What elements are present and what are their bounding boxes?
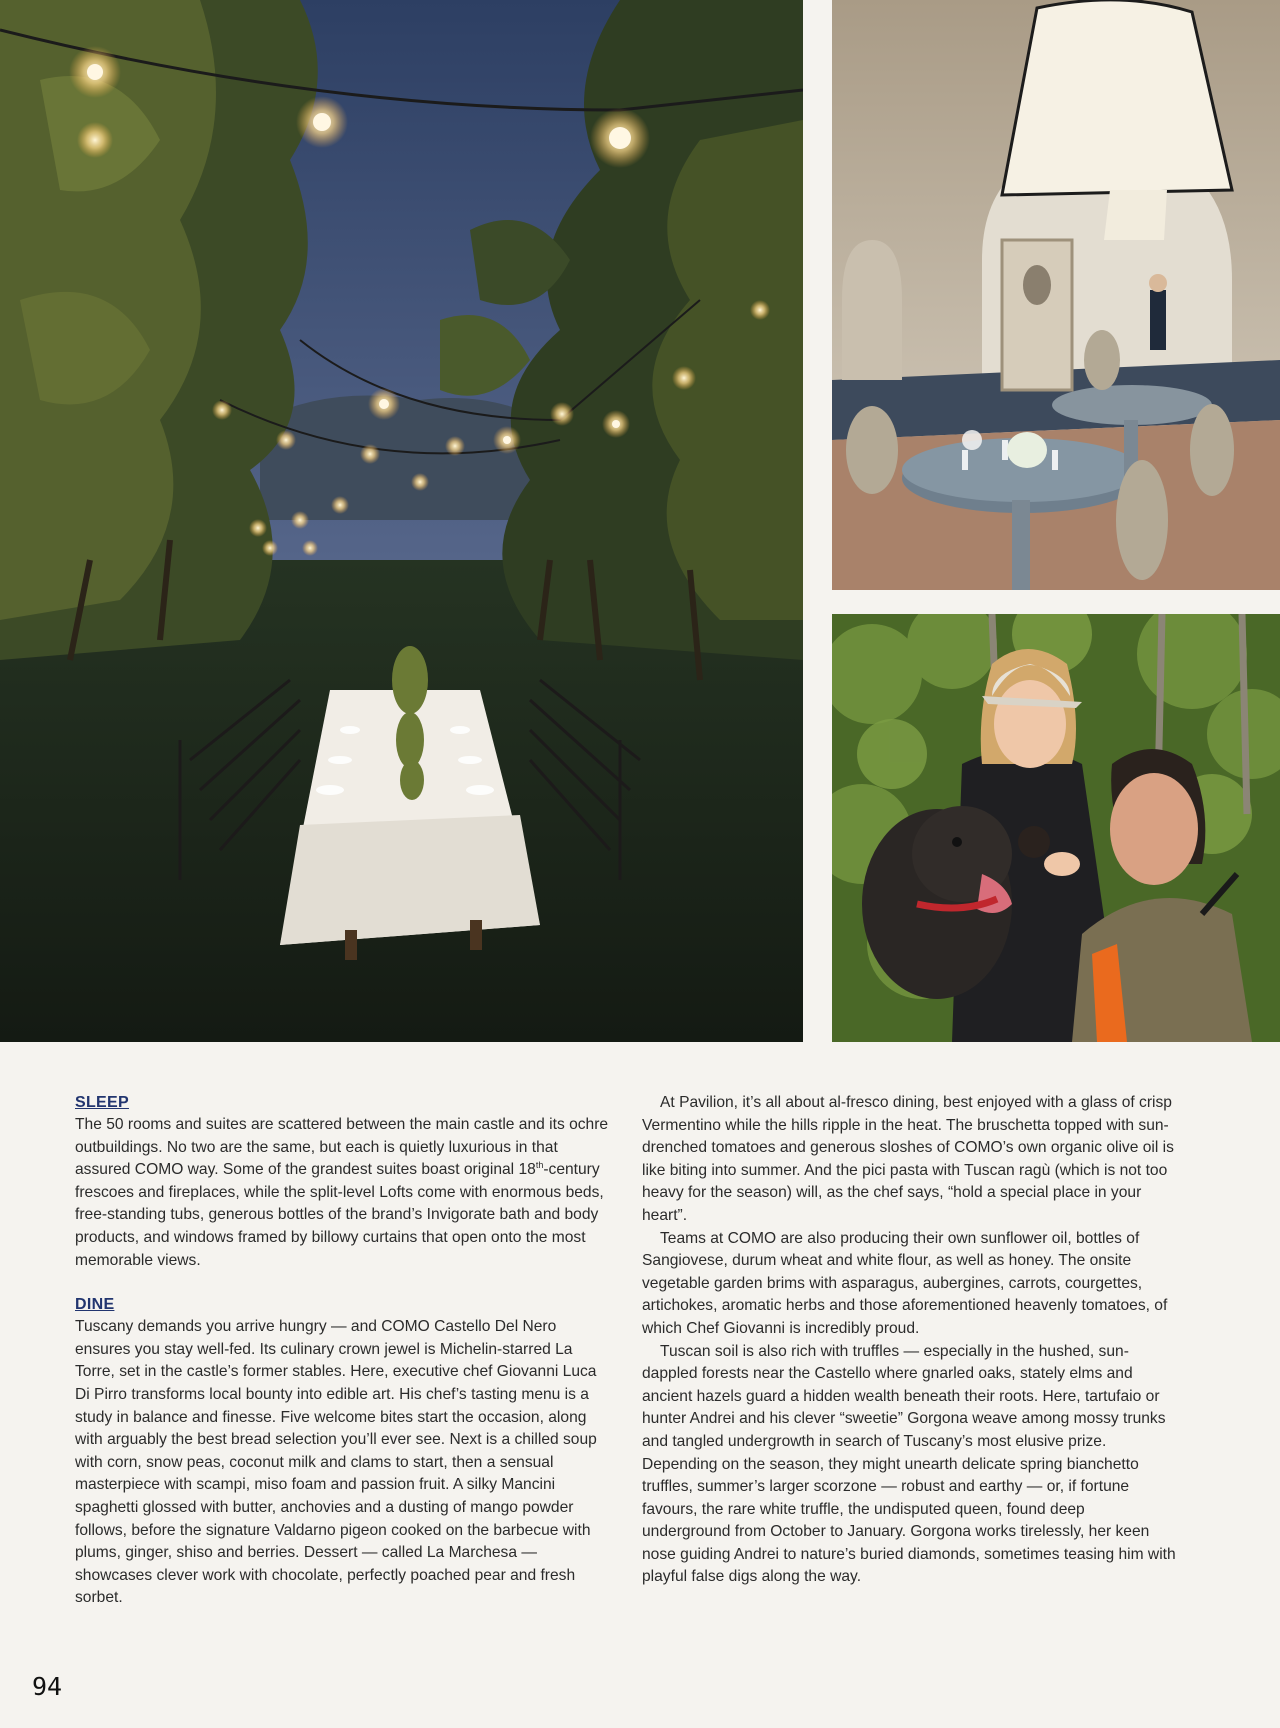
sleep-text-superscript: th	[535, 1160, 544, 1170]
pavilion-paragraph: At Pavilion, it’s all about al-fresco dining, best enjoyed with a glass of crisp Vermentino while the hills ripple in the heat. The bruschetta topped with sun-drenched tomatoes and generous sloshes of COMO’s own organic olive oil is like biting into summer. And the pici pasta with Tuscan ragù (which is not too heavy for the season) will, as the chef says, “hold a special place in your heart”.	[642, 1094, 1174, 1224]
produce-paragraph: Teams at COMO are also producing their own sunflower oil, bottles of Sangiovese, durum wheat and white flour, as well as honey. The onsite vegetable garden brims with asparagus, aubergines, carrots, courgettes, artichokes, aromatic herbs and those aforementioned heavenly tomatoes, of which Chef Giovanni is incredibly proud.	[642, 1229, 1168, 1337]
truffle-paragraph: Tuscan soil is also rich with truffles — especially in the hushed, sun-dappled forests near the Castello where gnarled oaks, stately elms and ancient hazels guard a hidden wealth beneath their roots. Here, tartufaio or hunter Andrei and his clever “sweetie” Gorgona weave among mossy trunks and tangled undergrowth in search of Tuscany’s most elusive prize. Depending on the season, they might unearth delicate spring bianchetto truffles, summer’s larger scorzone — robust and earthy — or, if fortune favours, the rare white truffle, the undisputed queen, found deep underground from October to January. Gorgona works tirelessly, her keen nose guiding Andrei to nature’s buried diamonds, sometimes teasing him with playful false digs along the way.	[642, 1342, 1176, 1586]
sleep-text-b: -century frescoes and fireplaces, while the split-level Lofts come with enormous beds, free-standing tubs, generous bottles of the brand’s Invigorate bath and body products, and windows framed by billowy curtains that open onto the most memorable views.	[75, 1161, 604, 1269]
photo-dining-room	[832, 0, 1280, 590]
sleep-text-a: The 50 rooms and suites are scattered between the main castle and its ochre outbuildings. No two are the same, but each is quietly luxurious in that assured COMO way. Some of the grandest suites boast original 18	[75, 1116, 609, 1179]
right-column	[642, 1092, 1177, 1589]
outdoor-dinner-illustration	[0, 0, 803, 1042]
dining-room-illustration	[832, 0, 1280, 590]
page-number: 94	[32, 1672, 63, 1701]
sleep-heading: SLEEP	[75, 1094, 129, 1111]
dine-heading: DINE	[75, 1296, 115, 1314]
photo-truffle-hunters	[832, 614, 1280, 1042]
sleep-paragraph	[75, 1114, 615, 1272]
left-column	[75, 1092, 615, 1610]
truffle-hunters-illustration	[832, 614, 1280, 1042]
dine-paragraph: Tuscany demands you arrive hungry — and COMO Castello Del Nero ensures you stay well-fed. Its culinary crown jewel is Michelin-starred La Torre, set in the castle’s former stables. Here, executive chef Giovanni Luca Di Pirro transforms local bounty into edible art. His chef’s tasting menu is a study in balance and finesse. Five welcome bites start the occasion, along with arguably the best bread selection you’ll ever see. Next is a chilled soup with corn, snow peas, coconut milk and clams to start, then a sensual masterpiece with scampi, miso foam and passion fruit. A silky Mancini spaghetti glossed with butter, anchovies and a dusting of mango powder follows, before the signature Valdarno pigeon cooked on the barbecue with plums, ginger, shiso and berries. Dessert — called La Marchesa — showcases clever work with chocolate, perfectly poached pear and fresh sorbet.	[75, 1318, 597, 1607]
photo-outdoor-dinner	[0, 0, 803, 1042]
